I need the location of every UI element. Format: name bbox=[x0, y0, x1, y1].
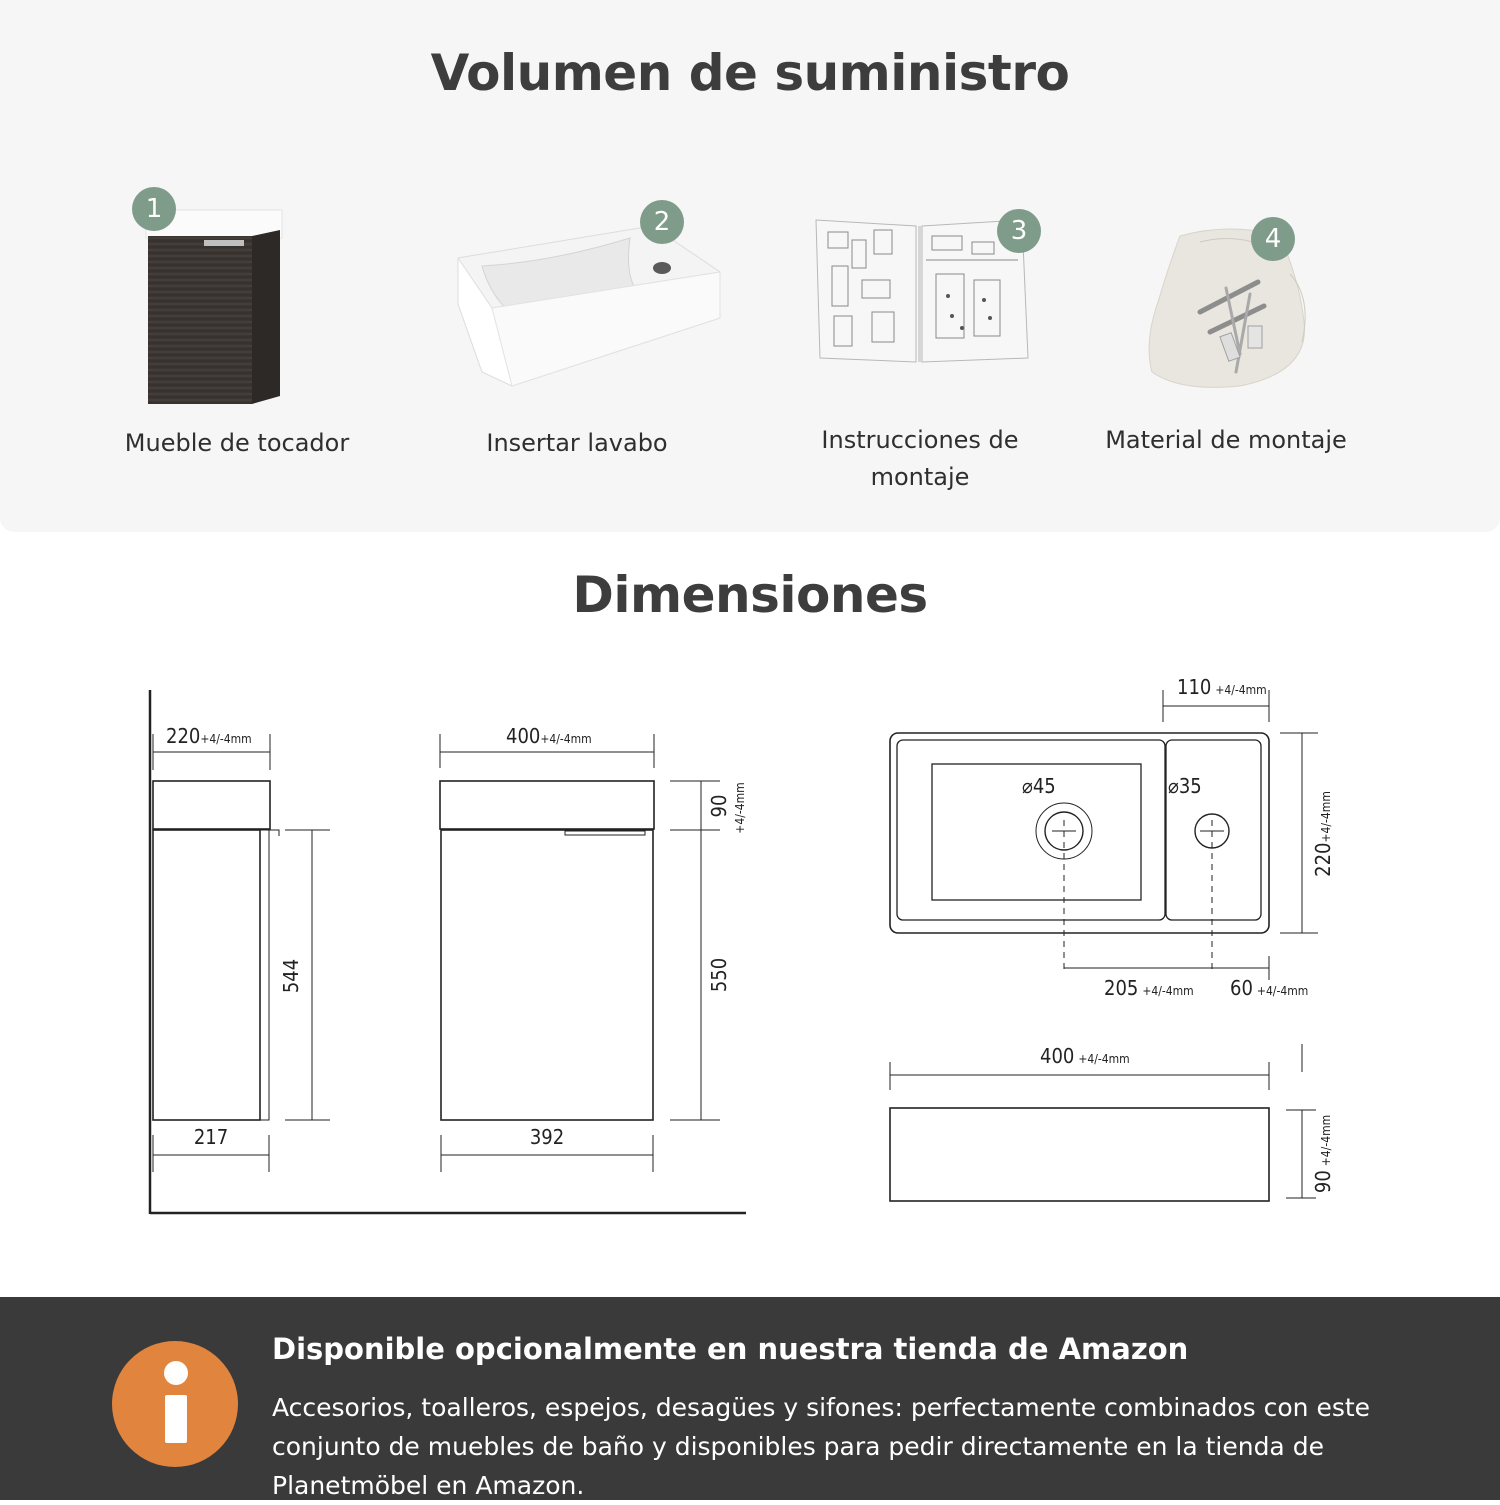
item-badge-4: 4 bbox=[1251, 217, 1295, 261]
item-label-4: Material de montaje bbox=[1105, 426, 1347, 454]
item-badge-3: 3 bbox=[997, 209, 1041, 253]
vanity-cabinet-icon bbox=[140, 200, 290, 410]
drain-diameter-label: ⌀45 bbox=[1022, 774, 1056, 798]
dimensions-title: Dimensiones bbox=[572, 566, 928, 624]
item-badge-2: 2 bbox=[640, 200, 684, 244]
tap-to-edge-label: 60 +4/-4mm bbox=[1230, 976, 1309, 1000]
item-label-1: Mueble de tocador bbox=[124, 429, 350, 457]
front-height-label: 550 bbox=[707, 957, 731, 993]
basin-width-label: 400 +4/-4mm bbox=[1040, 1044, 1130, 1068]
front-top-height-label: 90 bbox=[707, 794, 731, 818]
tap-diameter-label: ⌀35 bbox=[1168, 774, 1202, 798]
item-badge-1: 1 bbox=[132, 187, 176, 231]
supply-title: Volumen de suministro bbox=[430, 44, 1070, 102]
side-height-label: 544 bbox=[279, 958, 303, 994]
dimension-drawing bbox=[0, 660, 1500, 1260]
info-title: Disponible opcionalmente en nuestra tienda de Amazon bbox=[272, 1332, 1189, 1366]
tap-offset-label: 110 +4/-4mm bbox=[1177, 675, 1267, 699]
info-icon bbox=[112, 1341, 238, 1467]
side-depth-bottom-label: 217 bbox=[193, 1125, 229, 1149]
basin-height-label: 90+4/-4mm bbox=[1311, 1114, 1335, 1194]
front-top-height-tolerance: +4/-4mm bbox=[733, 782, 747, 834]
front-width-top-label: 400+4/-4mm bbox=[506, 724, 592, 748]
front-width-bottom-label: 392 bbox=[529, 1125, 565, 1149]
washbasin-icon bbox=[452, 222, 724, 392]
drain-offset-label: 205 +4/-4mm bbox=[1104, 976, 1194, 1000]
info-text: Accesorios, toalleros, espejos, desagües y sifones: perfectamente combinados con este conjunto de muebles de baño y disponibles para pedir directamente en la tienda de Planetmöbel en Amazon. bbox=[272, 1393, 1371, 1500]
item-label-2: Insertar lavabo bbox=[486, 429, 668, 457]
item-label-3: Instrucciones de montaje bbox=[821, 426, 1019, 491]
side-depth-top-label: 220+4/-4mm bbox=[166, 724, 252, 748]
basin-depth-label: 220+4/-4mm bbox=[1311, 791, 1335, 877]
